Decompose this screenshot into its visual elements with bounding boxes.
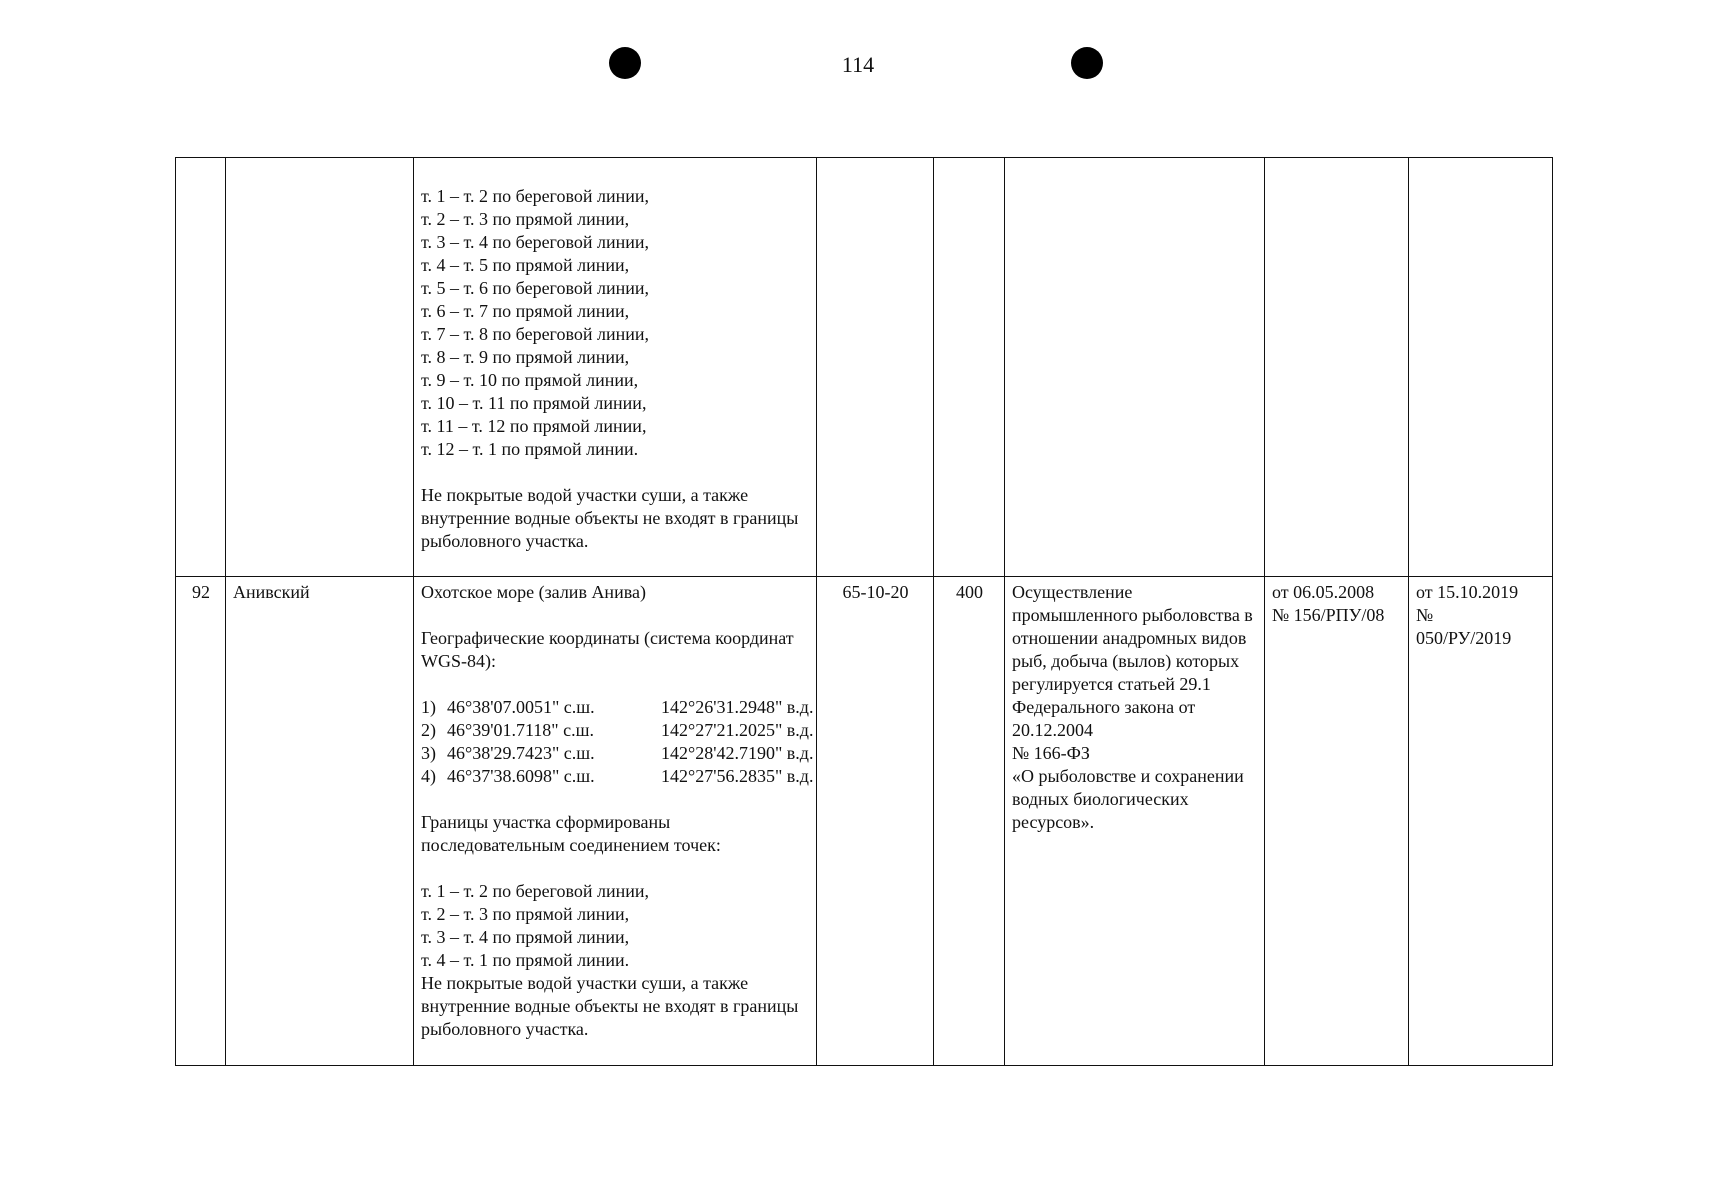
boundary-line: т. 8 – т. 9 по прямой линии,: [421, 347, 630, 367]
cell-doc-1: [1265, 158, 1409, 577]
punch-hole-left: [609, 47, 641, 79]
cell-site-name: Анивский: [226, 577, 414, 1066]
doc-date: от 15.10.2019: [1416, 582, 1519, 602]
boundary-line: т. 10 – т. 11 по прямой линии,: [421, 393, 647, 413]
boundary-line: т. 12 – т. 1 по прямой линии.: [421, 439, 639, 459]
boundary-line: т. 2 – т. 3 по прямой линии,: [421, 209, 630, 229]
cell-site-name: [226, 158, 414, 577]
coordinate-row: 2) 46°39'01.7118" с.ш. 142°27'21.2025" в.д.: [421, 720, 814, 740]
cell-doc-2: [1409, 577, 1553, 1066]
boundary-line: т. 2 – т. 3 по прямой линии,: [421, 904, 630, 924]
water-body: Охотское море (залив Анива): [421, 582, 646, 602]
coords-heading: Географические координаты (система координат WGS-84):: [421, 628, 794, 671]
coordinate-row: 4) 46°37'38.6098" с.ш. 142°27'56.2835" в.д.: [421, 766, 814, 786]
boundary-line: т. 7 – т. 8 по береговой линии,: [421, 324, 650, 344]
cell-area: [934, 158, 1005, 577]
boundary-note: Не покрытые водой участки суши, а также внутренние водные объекты не входят в границы рыболовного участка.: [421, 973, 799, 1039]
boundary-line: т. 11 – т. 12 по прямой линии,: [421, 416, 647, 436]
cell-boundaries: [414, 158, 817, 577]
boundary-line: т. 4 – т. 5 по прямой линии,: [421, 255, 630, 275]
coordinate-row: 3) 46°38'29.7423" с.ш. 142°28'42.7190" в.д.: [421, 743, 814, 763]
cell-purpose: [1005, 158, 1265, 577]
cell-area: 400: [934, 577, 1005, 1066]
doc-number: № 156/РПУ/08: [1272, 605, 1385, 625]
boundary-line: т. 1 – т. 2 по береговой линии,: [421, 186, 650, 206]
doc-number: 050/РУ/2019: [1416, 628, 1512, 648]
fishing-sites-table: [175, 157, 1553, 1066]
cell-doc-1: [1265, 577, 1409, 1066]
boundary-line: т. 3 – т. 4 по береговой линии,: [421, 232, 650, 252]
cell-purpose: [1005, 577, 1265, 1066]
coordinate-row: 1) 46°38'07.0051" с.ш. 142°26'31.2948" в.д.: [421, 697, 814, 717]
cell-boundaries: [414, 577, 817, 1066]
boundary-line: т. 3 – т. 4 по прямой линии,: [421, 927, 630, 947]
table-row-92: [176, 577, 1553, 1066]
boundary-line: т. 1 – т. 2 по береговой линии,: [421, 881, 650, 901]
page-number: 114: [841, 52, 875, 77]
cell-number: [176, 158, 226, 577]
doc-number-sign: №: [1416, 605, 1434, 625]
purpose-law-number: № 166-ФЗ: [1012, 743, 1090, 763]
cell-number: 92: [176, 577, 226, 1066]
punch-hole-right: [1071, 47, 1103, 79]
boundary-line: т. 4 – т. 1 по прямой линии.: [421, 950, 630, 970]
boundary-line: т. 9 – т. 10 по прямой линии,: [421, 370, 639, 390]
purpose-text: Осуществление промышленного рыболовства в отношении анадромных видов рыб, добыча (вылов) которых регулируется статьей 29.1 Федерального закона от 20.12.2004: [1012, 582, 1253, 740]
boundary-heading: Границы участка сформированы последовательным соединением точек:: [421, 812, 721, 855]
table-row-continued: [176, 158, 1553, 577]
cell-code: 65-10-20: [817, 577, 934, 1066]
cell-doc-2: [1409, 158, 1553, 577]
doc-date: от 06.05.2008: [1272, 582, 1375, 602]
boundary-line: т. 5 – т. 6 по береговой линии,: [421, 278, 650, 298]
boundary-line: т. 6 – т. 7 по прямой линии,: [421, 301, 630, 321]
cell-code: [817, 158, 934, 577]
boundary-note: Не покрытые водой участки суши, а также внутренние водные объекты не входят в границы рыболовного участка.: [421, 485, 799, 551]
purpose-law-title: «О рыболовстве и сохранении водных биологических ресурсов».: [1012, 766, 1244, 832]
